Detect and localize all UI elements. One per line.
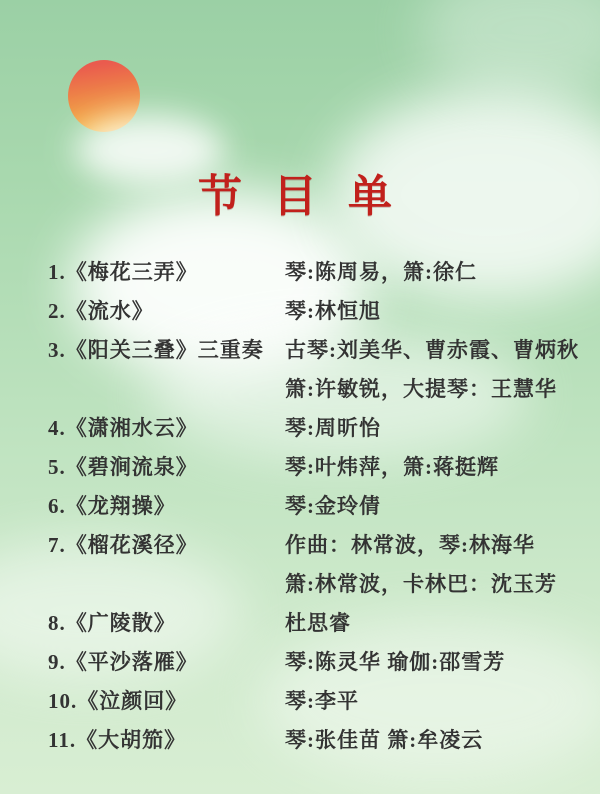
piece-title: 1.《梅花三弄》 bbox=[48, 260, 198, 284]
page-title: 节 目 单 bbox=[198, 172, 402, 221]
performers bbox=[285, 487, 590, 526]
program-row bbox=[48, 409, 590, 448]
performer-line: 琴:金玲倩 bbox=[285, 494, 381, 518]
program-row bbox=[48, 526, 590, 604]
performers bbox=[285, 721, 590, 760]
performer-line: 琴:陈灵华 瑜伽:邵雪芳 bbox=[285, 650, 506, 674]
piece-title: 11.《大胡笳》 bbox=[48, 728, 187, 752]
cloud bbox=[420, 0, 600, 100]
program-list bbox=[48, 253, 590, 760]
performer-line: 琴:林恒旭 bbox=[285, 299, 381, 323]
performer-line: 琴:张佳苗 箫:牟凌云 bbox=[285, 728, 484, 752]
performers bbox=[285, 682, 590, 721]
piece-title: 5.《碧涧流泉》 bbox=[48, 455, 198, 479]
piece-title: 2.《流水》 bbox=[48, 299, 154, 323]
program-row bbox=[48, 643, 590, 682]
performer-line: 作曲：林常波，琴:林海华 bbox=[285, 533, 535, 557]
performers bbox=[285, 604, 590, 643]
program-row bbox=[48, 448, 590, 487]
performers bbox=[285, 253, 590, 292]
performer-line: 箫:许敏锐，大提琴：王慧华 bbox=[285, 377, 557, 401]
piece-title: 9.《平沙落雁》 bbox=[48, 650, 198, 674]
performer-line: 琴:叶炜萍，箫:蒋挺辉 bbox=[285, 455, 499, 479]
performer-line: 琴:李平 bbox=[285, 689, 359, 713]
performers bbox=[285, 526, 590, 604]
piece-title: 10.《泣颜回》 bbox=[48, 689, 188, 713]
performer-line: 杜思睿 bbox=[285, 611, 351, 635]
program-row bbox=[48, 253, 590, 292]
performers bbox=[285, 643, 590, 682]
performer-line: 琴:周昕怡 bbox=[285, 416, 381, 440]
piece-title: 6.《龙翔操》 bbox=[48, 494, 176, 518]
program-row bbox=[48, 721, 590, 760]
piece-title: 4.《潇湘水云》 bbox=[48, 416, 198, 440]
program-row bbox=[48, 487, 590, 526]
program-row bbox=[48, 604, 590, 643]
program-row bbox=[48, 331, 590, 409]
program-row bbox=[48, 292, 590, 331]
performer-line: 古琴:刘美华、曹赤霞、曹炳秋 bbox=[285, 338, 579, 362]
performers bbox=[285, 331, 590, 409]
piece-title: 3.《阳关三叠》三重奏 bbox=[48, 338, 264, 362]
performer-line: 琴:陈周易，箫:徐仁 bbox=[285, 260, 477, 284]
program-row bbox=[48, 682, 590, 721]
piece-title: 7.《榴花溪径》 bbox=[48, 533, 198, 557]
performers bbox=[285, 409, 590, 448]
performers bbox=[285, 448, 590, 487]
performer-line: 箫:林常波，卡林巴：沈玉芳 bbox=[285, 572, 557, 596]
piece-title: 8.《广陵散》 bbox=[48, 611, 176, 635]
performers bbox=[285, 292, 590, 331]
